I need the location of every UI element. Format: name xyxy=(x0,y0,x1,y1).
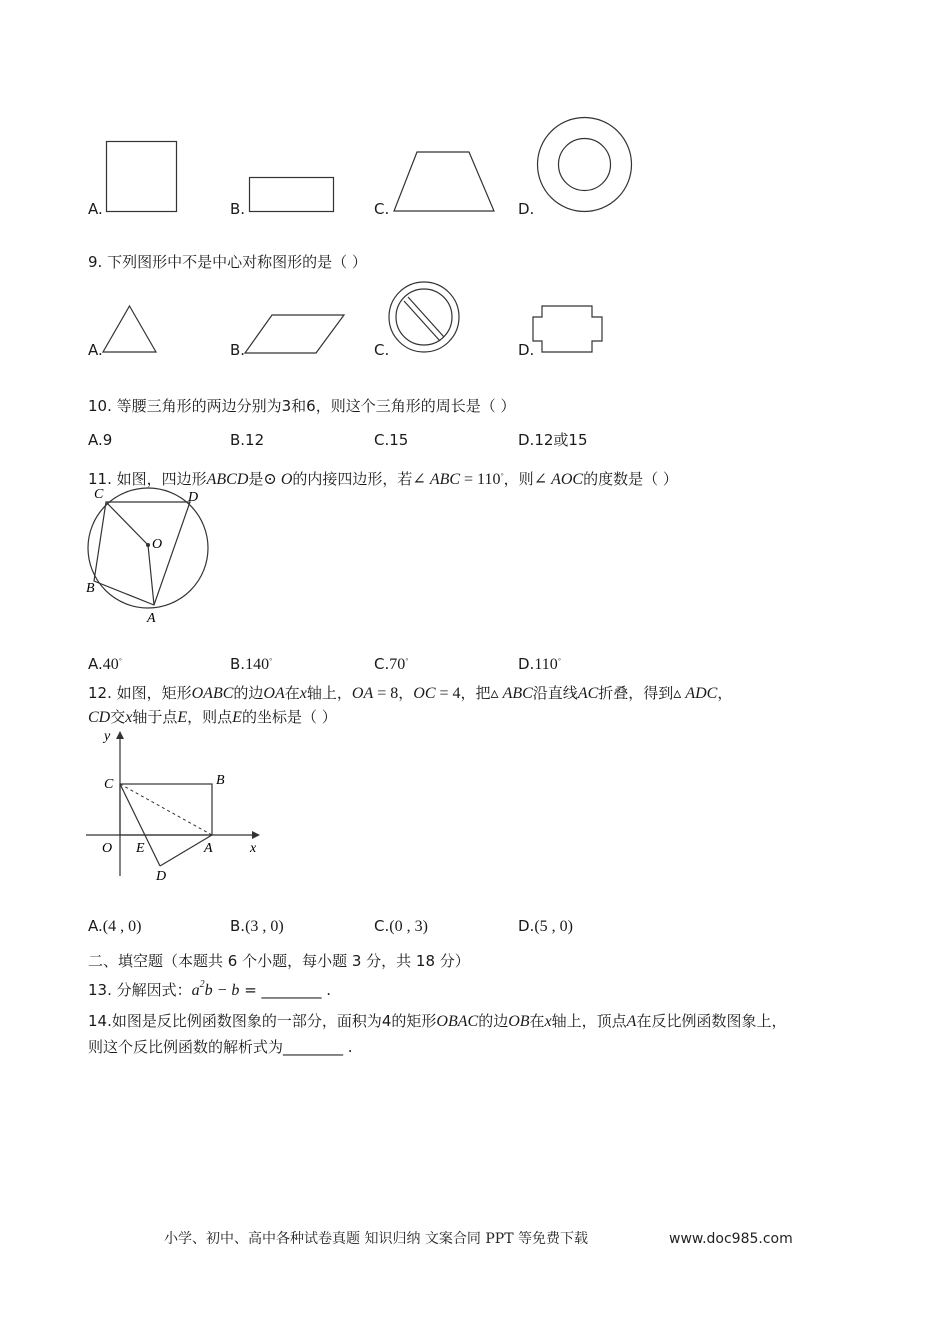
prohibition-sign-figure xyxy=(388,281,460,353)
footer-url[interactable]: www.doc985.com xyxy=(669,1231,793,1247)
q8-option-b-label: B. xyxy=(230,200,246,218)
q10-option-c: C.15 xyxy=(374,431,409,449)
q11-circle-figure xyxy=(84,484,214,626)
q10-option-b: B.12 xyxy=(230,431,265,449)
section-2-heading: 二、填空题（本题共 6 个小题，每小题 3 分，共 18 分） xyxy=(88,952,470,970)
cross-shape-figure xyxy=(532,305,603,353)
svg-text:y: y xyxy=(104,729,111,744)
q10-option-d: D.12或15 xyxy=(518,431,588,449)
label-c: C xyxy=(94,487,104,502)
quadrilateral-abcd xyxy=(94,502,190,605)
parallelogram-figure xyxy=(244,314,345,354)
q12-option-c: C.(0 , 3) xyxy=(374,917,428,935)
trapezoid-figure xyxy=(393,151,496,212)
footer-text: 小学、初中、高中各种试卷真题 知识归纳 文案合同 PPT 等免费下载 xyxy=(164,1231,588,1247)
svg-text:B: B xyxy=(216,773,225,788)
q13-stem: 13. 分解因式：$a^2b - b$ = ________ . xyxy=(88,979,332,999)
svg-text:O: O xyxy=(102,841,113,856)
label-b: B xyxy=(86,581,95,596)
q8-option-a-label: A. xyxy=(88,200,103,218)
q11-option-d: D.110◦ xyxy=(518,654,561,673)
q9-option-a-label: A. xyxy=(88,341,103,359)
rectangle-oabc xyxy=(120,784,212,835)
label-d: D xyxy=(188,490,199,505)
diagonal-ac xyxy=(120,784,212,835)
svg-text:D: D xyxy=(156,869,167,884)
q14-stem-line1: 14.如图是反比例函数图象的一部分，面积为4的矩形OBAC的边OB在x轴上，顶点A在反比例函数图象上， xyxy=(88,1012,787,1030)
center-point xyxy=(146,543,150,547)
q9-stem: 9. 下列图形中不是中心对称图形的是（ ） xyxy=(88,253,367,271)
label-a: A xyxy=(147,611,156,626)
svg-text:x: x xyxy=(250,841,257,856)
q10-stem: 10. 等腰三角形的两边分别为3和6，则这个三角形的周长是（ ） xyxy=(88,397,516,415)
svg-text:E: E xyxy=(136,841,145,856)
triangle-figure xyxy=(102,305,157,353)
q9-option-b-label: B. xyxy=(230,341,246,359)
label-o: O xyxy=(152,537,163,552)
rectangle-figure xyxy=(249,177,334,212)
q8-option-d-label: D. xyxy=(518,200,535,218)
q9-option-c-label: C. xyxy=(374,341,390,359)
q12-stem-line1: 12. 如图，矩形OABC的边OA在x轴上，OA = 8，OC = 4，把▵ ABC沿直线AC折叠，得到▵ ADC， xyxy=(88,684,733,702)
q12-rectangle-fold-figure xyxy=(84,726,264,886)
q12-option-a: A.(4 , 0) xyxy=(88,917,142,935)
annulus-figure xyxy=(536,116,633,213)
q11-option-c: C.70◦ xyxy=(374,654,409,673)
q11-stem: 11. 如图，四边形ABCD是⊙ O的内接四边形，若∠ ABC = 110◦，则∠ AOC的度数是（ ） xyxy=(88,469,678,488)
q11-option-b: B.140◦ xyxy=(230,654,273,673)
q11-option-a: A.40◦ xyxy=(88,654,122,673)
svg-text:A: A xyxy=(204,841,213,856)
q12-option-d: D.(5 , 0) xyxy=(518,917,573,935)
q9-option-d-label: D. xyxy=(518,341,535,359)
q10-option-a: A.9 xyxy=(88,431,113,449)
q12-option-b: B.(3 , 0) xyxy=(230,917,284,935)
svg-text:C: C xyxy=(104,777,114,792)
q12-stem-line2: CD交x轴于点E，则点E的坐标是（ ） xyxy=(88,708,337,726)
q14-stem-line2: 则这个反比例函数的解析式为________ . xyxy=(88,1038,353,1056)
square-figure xyxy=(106,141,177,212)
q8-option-c-label: C. xyxy=(374,200,390,218)
